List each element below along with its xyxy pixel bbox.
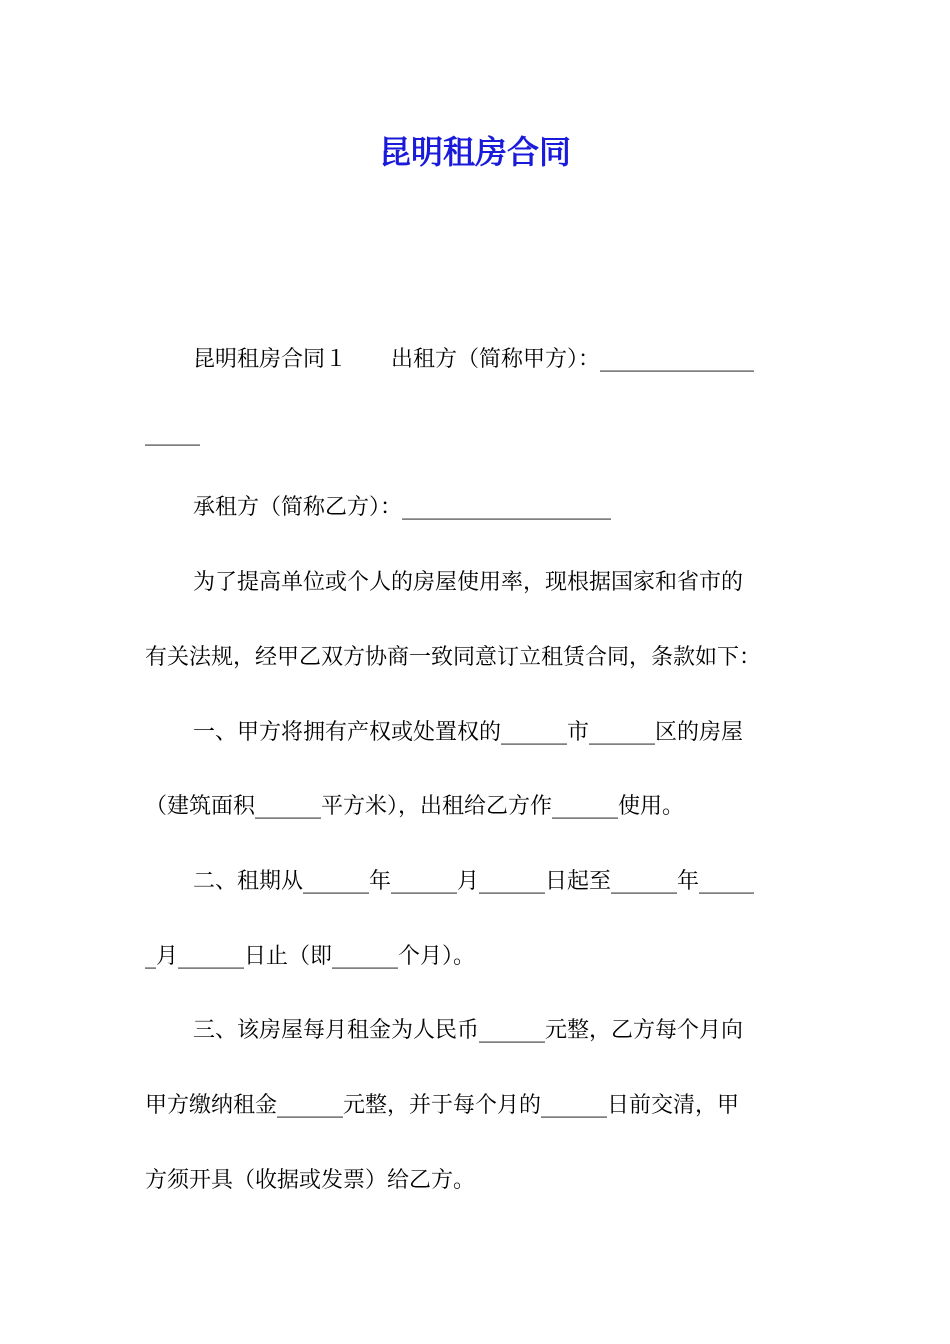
paragraph-line-8: 二、租期从______年______月______日起至______年_____: [193, 869, 755, 894]
paragraph-line-10: 三、该房屋每月租金为人民币______元整，乙方每个月向: [193, 1018, 744, 1043]
paragraph-line-9: _月______日止（即______个月）。: [145, 944, 476, 969]
paragraph-line-1: 昆明租房合同１ 出租方（简称甲方）：______________: [193, 347, 755, 372]
paragraph-line-7: （建筑面积______平方米），出租给乙方作______使用。: [145, 794, 685, 819]
paragraph-line-11: 甲方缴纳租金______元整，并于每个月的______日前交清，甲: [145, 1093, 740, 1118]
paragraph-line-3: 承租方（简称乙方）：___________________: [193, 495, 612, 520]
document-title: 昆明租房合同: [378, 133, 571, 171]
paragraph-line-6: 一、甲方将拥有产权或处置权的______市______区的房屋: [193, 720, 744, 745]
paragraph-line-4: 为了提高单位或个人的房屋使用率，现根据国家和省市的: [193, 570, 744, 595]
paragraph-line-5: 有关法规，经甲乙双方协商一致同意订立租赁合同，条款如下：: [145, 645, 762, 670]
paragraph-line-2: _____: [145, 421, 200, 446]
paragraph-line-12: 方须开具（收据或发票）给乙方。: [145, 1168, 476, 1193]
